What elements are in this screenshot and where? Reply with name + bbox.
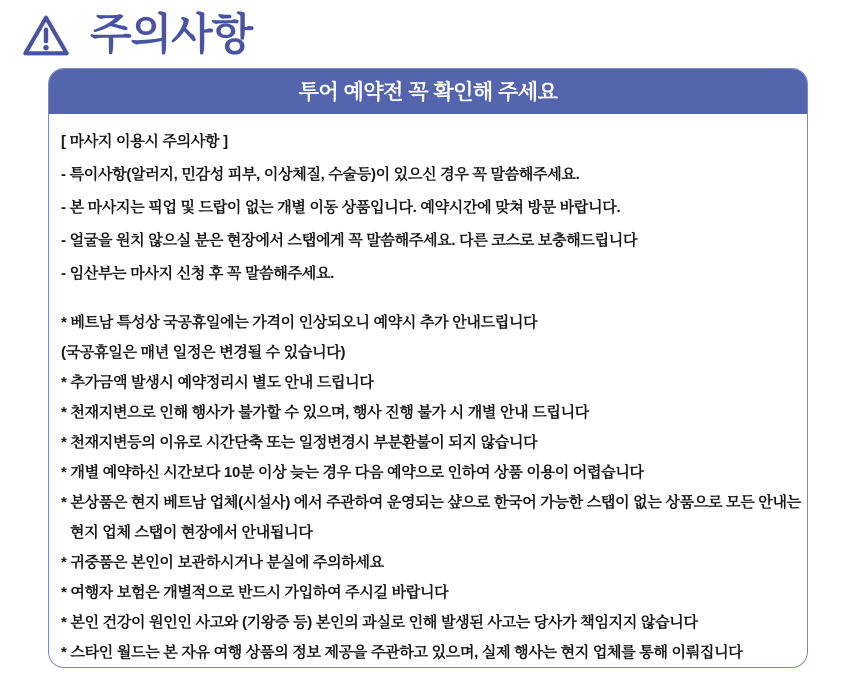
notice-line: * 스타인 월드는 본 자유 여행 상품의 정보 제공을 주관하고 있으며, 실제 행사는 현지 업체를 통해 이뤄집니다 (61, 643, 743, 661)
notice-line: * 추가금액 발생시 예약정리시 별도 안내 드립니다 (61, 373, 374, 391)
massage-section-heading: [ 마사지 이용시 주의사항 ] (61, 132, 228, 150)
notice-line-continuation: 현지 업체 스탭이 현장에서 안내됩니다 (70, 523, 313, 541)
page-title: 주의사항 (90, 10, 253, 59)
notice-line: - 본 마사지는 픽업 및 드랍이 없는 개별 이동 상품입니다. 예약시간에 맞쳐 방문 바랍니다. (61, 198, 621, 216)
page-header (20, 6, 252, 64)
card-header-bar (48, 68, 808, 114)
notice-line: * 베트남 특성상 국공휴일에는 가격이 인상되오니 예약시 추가 안내드립니다 (61, 313, 538, 331)
notice-line: * 개별 예약하신 시간보다 10분 이상 늦는 경우 다음 예약으로 인하여 상품 이용이 어렵습니다 (61, 463, 644, 481)
notice-card (48, 68, 808, 668)
notice-line: * 본인 건강이 원인인 사고와 (기왕증 등) 본인의 과실로 인해 발생된 사고는 당사가 책임지지 않습니다 (61, 613, 698, 631)
notice-body (49, 114, 807, 668)
notice-line: * 천재지변으로 인해 행사가 불가할 수 있으며, 행사 진행 불가 시 개별 안내 드립니다 (61, 403, 589, 421)
notice-line: * 여행자 보험은 개별적으로 반드시 가입하여 주시길 바랍니다 (61, 583, 449, 601)
section-spacer (61, 290, 795, 308)
notice-line: * 천재지변등의 이유로 시간단축 또는 일정변경시 부분환불이 되지 않습니다 (61, 433, 538, 451)
notice-line: - 특이사항(알러지, 민감성 피부, 이상체질, 수술등)이 있으신 경우 꼭 말씀해주세요. (61, 165, 580, 183)
notice-line: (국공휴일은 매년 일정은 변경될 수 있습니다) (61, 343, 346, 361)
notice-line: * 귀중품은 본인이 보관하시거나 분실에 주의하세요 (61, 553, 384, 571)
notice-line: - 임산부는 마사지 신청 후 꼭 말씀해주세요. (61, 264, 334, 282)
notice-line: * 본상품은 현지 베트남 업체(시설사) 에서 주관하여 운영되는 샾으로 한국어 가능한 스탭이 없는 상품으로 모든 안내는 (61, 493, 801, 511)
warning-triangle-icon (20, 12, 72, 59)
card-header-title: 투어 예약전 꼭 확인해 주세요 (298, 80, 558, 104)
notice-line: - 얼굴을 원치 않으실 분은 현장에서 스탭에게 꼭 말씀해주세요. 다른 코스로 보충해드립니다 (61, 231, 638, 249)
